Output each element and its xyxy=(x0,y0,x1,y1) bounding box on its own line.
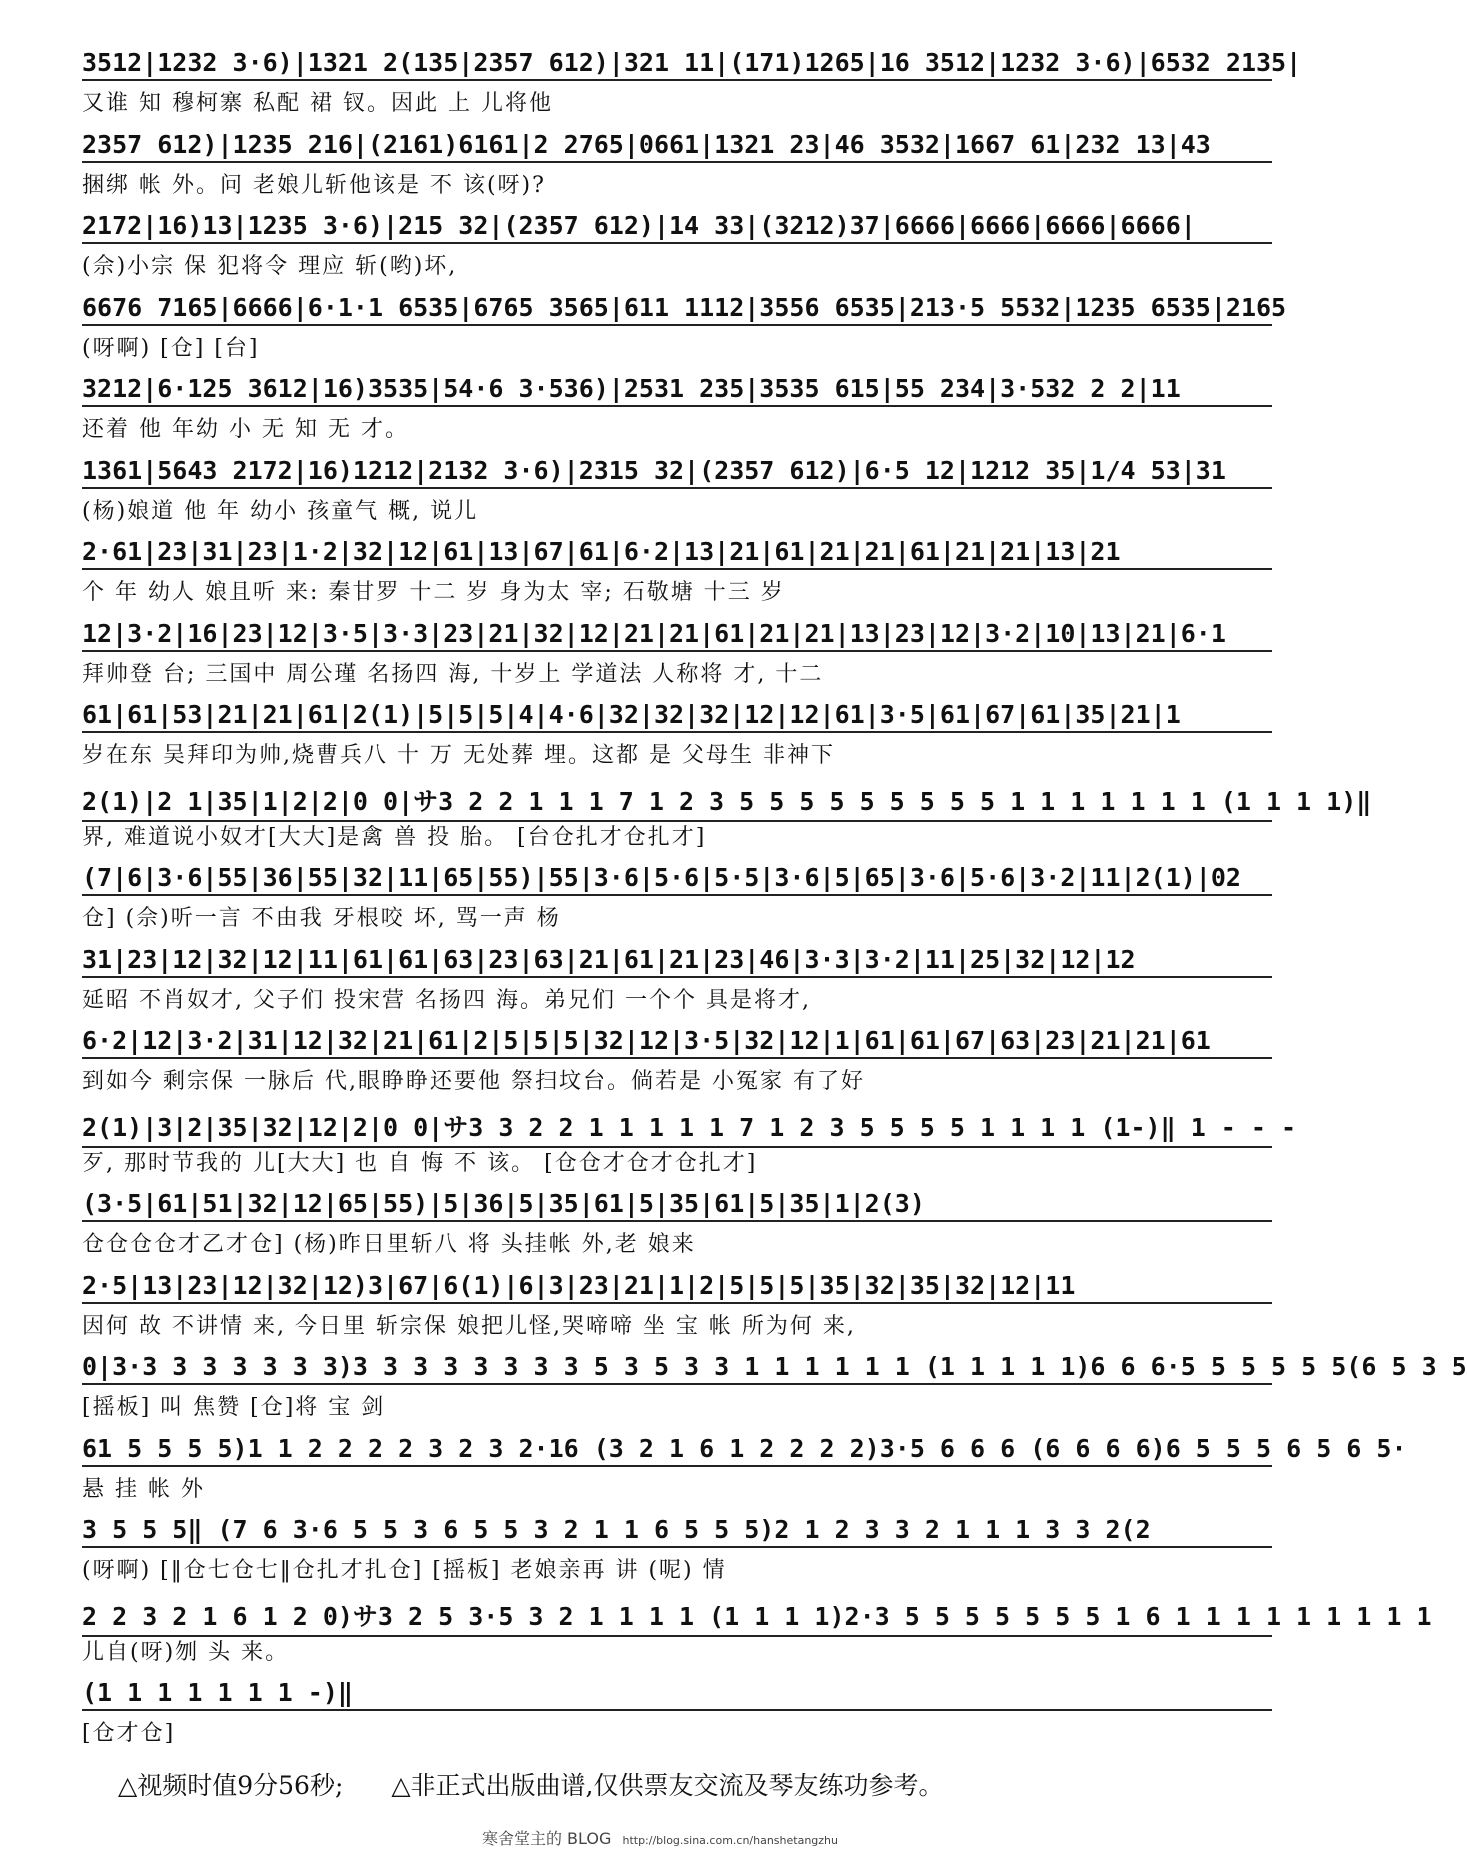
lyrics-line: 界, 难道说小奴才[大大]是禽 兽 投 胎。 [台仓扎才仓扎才] xyxy=(82,824,707,850)
lyrics-line: (佘)小宗 保 犯将令 理应 斩(哟)坏, xyxy=(82,254,458,279)
lyrics-line: 延昭 不肖奴才, 父子们 投宋营 名扬四 海。弟兄们 一个个 具是将才, xyxy=(82,987,811,1013)
notation-line: 6·2|12|3·2|31|12|32|21|61|2|5|5|5|32|12|3·5|32|12|1|61|61|67|63|23|21|21|61 xyxy=(82,1026,1272,1059)
lyrics-line: [仓才仓] xyxy=(82,1721,176,1746)
lyrics-line: 到如今 剩宗保 一脉后 代,眼睁睁还要他 祭扫坟台。倘若是 小冤家 有了好 xyxy=(82,1069,865,1094)
notation-line: 2·61|23|31|23|1·2|32|12|61|13|67|61|6·2|13|21|61|21|21|61|21|21|13|21 xyxy=(82,537,1272,570)
lyrics-line: 又谁 知 穆柯寨 私配 裙 钗。因此 上 儿将他 xyxy=(82,91,553,116)
notation-line: 2(1)|2 1|35|1|2|2|0 0|サ3 2 2 1 1 1 7 1 2 3 5 5 5 5 5 5 5 5 5 1 1 1 1 1 1 1 (1 1 1 1)‖ xyxy=(82,782,1272,822)
lyrics-line: 捆绑 帐 外。问 老娘儿斩他该是 不 该(呀)? xyxy=(82,172,546,198)
notation-line: 2·5|13|23|12|32|12)3|67|6(1)|6|3|23|21|1|2|5|5|5|35|32|35|32|12|11 xyxy=(82,1271,1272,1304)
notation-line: 2172|16)13|1235 3·6)|215 32|(2357 612)|14 33|(3212)37|6666|6666|6666|6666| xyxy=(82,211,1272,244)
lyrics-line: 还着 他 年幼 小 无 知 无 才。 xyxy=(82,417,409,442)
lyrics-line: (呀啊) [‖仓七仓七‖仓扎才扎仓] [摇板] 老娘亲再 讲 (呢) 情 xyxy=(82,1558,727,1583)
lyrics-line: 仓] (佘)听一言 不由我 牙根咬 坏, 骂一声 杨 xyxy=(82,906,561,931)
lyrics-line: 个 年 幼人 娘且听 来: 秦甘罗 十二 岁 身为太 宰; 石敬塘 十三 岁 xyxy=(82,580,785,605)
notation-line: (1 1 1 1 1 1 1 -)‖ xyxy=(82,1678,1272,1711)
blog-name: 寒舍堂主的 BLOG xyxy=(481,1829,612,1848)
notation-line: (7|6|3·6|55|36|55|32|11|65|55)|55|3·6|5·6|5·5|3·6|5|65|3·6|5·6|3·2|11|2(1)|02 xyxy=(82,863,1272,896)
notation-line: 6676 7165|6666|6·1·1 6535|6765 3565|611 1112|3556 6535|213·5 5532|1235 6535|2165 xyxy=(82,293,1272,326)
lyrics-line: (呀啊) [仓] [台] xyxy=(82,335,260,361)
notation-line: 61|61|53|21|21|61|2(1)|5|5|5|4|4·6|32|32|32|12|12|61|3·5|61|67|61|35|21|1 xyxy=(82,700,1272,733)
footer-notes xyxy=(118,1766,1218,1802)
notation-line: (3·5|61|51|32|12|65|55)|5|36|5|35|61|5|35|61|5|35|1|2(3) xyxy=(82,1189,1272,1222)
blog-url: http://blog.sina.com.cn/hanshetangzhu xyxy=(622,1834,839,1847)
lyrics-line: 岁在东 吴拜印为帅,烧曹兵八 十 万 无处葬 埋。这都 是 父母生 非神下 xyxy=(82,743,835,768)
notation-line: 3 5 5 5‖ (7 6 3·6 5 5 3 6 5 5 3 2 1 1 6 5 5 5)2 1 2 3 3 2 1 1 1 3 3 2(2 xyxy=(82,1515,1272,1548)
notation-line: 12|3·2|16|23|12|3·5|3·3|23|21|32|12|21|21|61|21|21|13|23|12|3·2|10|13|21|6·1 xyxy=(82,619,1272,652)
lyrics-line: [摇板] 叫 焦赞 [仓]将 宝 剑 xyxy=(82,1395,386,1420)
blog-watermark xyxy=(0,1826,1320,1849)
notation-line: 61 5 5 5 5)1 1 2 2 2 2 3 2 3 2·16 (3 2 1 6 1 2 2 2 2)3·5 6 6 6 (6 6 6 6)6 5 5 5 6 5 6 5· xyxy=(82,1434,1272,1467)
notation-line: 31|23|12|32|12|11|61|61|63|23|63|21|61|21|23|46|3·3|3·2|11|25|32|12|12 xyxy=(82,945,1272,978)
lyrics-line: 仓仓仓仓才乙才仓] (杨)昨日里斩八 将 头挂帐 外,老 娘来 xyxy=(82,1232,696,1257)
lyrics-line: 拜帅登 台; 三国中 周公瑾 名扬四 海, 十岁上 学道法 人称将 才, 十二 xyxy=(82,661,824,687)
notation-line: 3212|6·125 3612|16)3535|54·6 3·536)|2531 235|3535 615|55 234|3·532 2 2|11 xyxy=(82,374,1272,407)
lyrics-line: 儿自(呀)刎 头 来。 xyxy=(82,1639,290,1665)
notation-line: 2(1)|3|2|35|32|12|2|0 0|サ3 3 2 2 1 1 1 1 1 7 1 2 3 5 5 5 5 1 1 1 1 (1-)‖ 1 - - - xyxy=(82,1108,1272,1148)
notation-line: 2357 612)|1235 216|(2161)6161|2 2765|0661|1321 23|46 3532|1667 61|232 13|43 xyxy=(82,130,1272,163)
disclaimer-note: △非正式出版曲谱,仅供票友交流及琴友练功参考。 xyxy=(391,1771,944,1800)
notation-line: 0|3·3 3 3 3 3 3 3)3 3 3 3 3 3 3 3 5 3 5 3 3 1 1 1 1 1 1 (1 1 1 1 1)6 6 6·5 5 5 5 5 5(6 5 3 5 xyxy=(82,1352,1272,1385)
notation-line: 2 2 3 2 1 6 1 2 0)サ3 2 5 3·5 3 2 1 1 1 1 (1 1 1 1)2·3 5 5 5 5 5 5 5 1 6 1 1 1 1 1 1 1 1 1 xyxy=(82,1597,1272,1637)
duration-note: △视频时值9分56秒; xyxy=(118,1771,344,1800)
lyrics-line: 歹, 那时节我的 儿[大大] 也 自 悔 不 该。 [仓仓才仓才仓扎才] xyxy=(82,1150,758,1176)
notation-line: 3512|1232 3·6)|1321 2(135|2357 612)|321 11|(171)1265|16 3512|1232 3·6)|6532 2135| xyxy=(82,48,1272,81)
notation-line: 1361|5643 2172|16)1212|2132 3·6)|2315 32|(2357 612)|6·5 12|1212 35|1/4 53|31 xyxy=(82,456,1272,489)
lyrics-line: 悬 挂 帐 外 xyxy=(82,1476,205,1502)
lyrics-line: (杨)娘道 他 年 幼小 孩童气 概, 说儿 xyxy=(82,498,479,524)
lyrics-line: 因何 故 不讲情 来, 今日里 斩宗保 娘把儿怪,哭啼啼 坐 宝 帐 所为何 来, xyxy=(82,1313,856,1339)
